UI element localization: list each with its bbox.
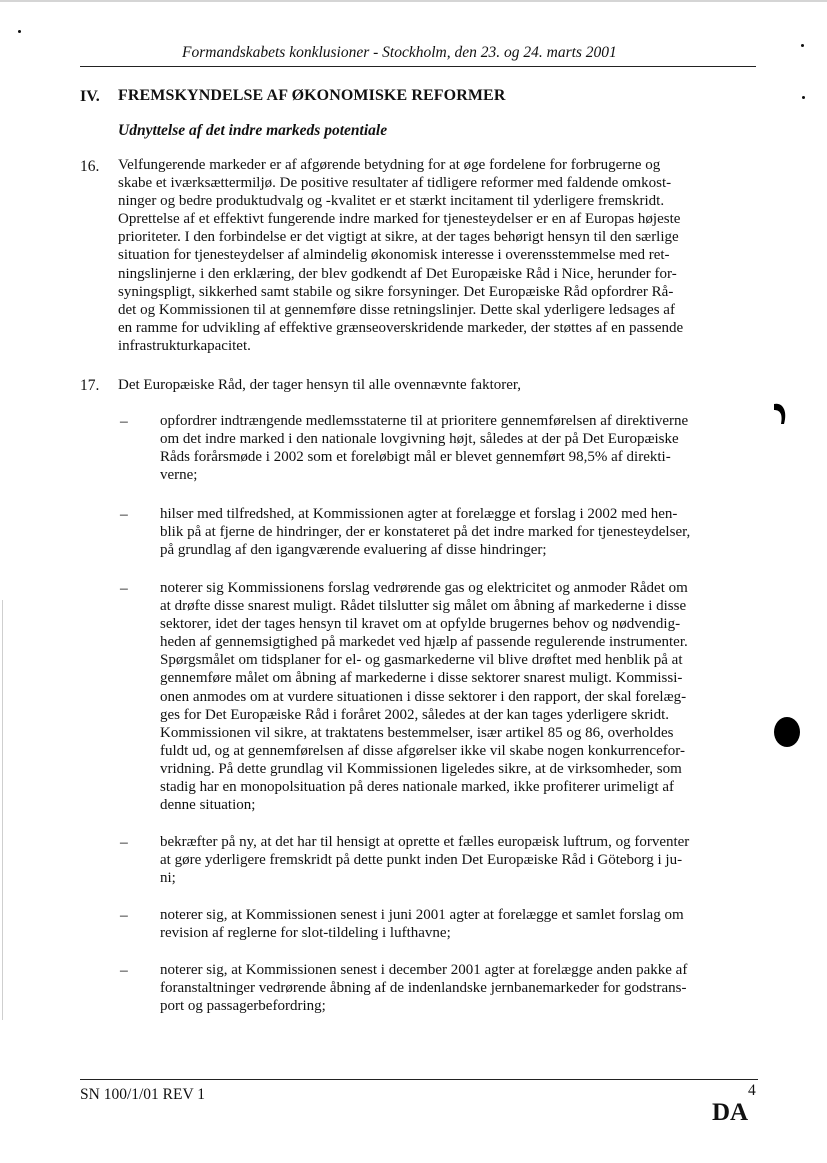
text-line: verne; (160, 467, 198, 484)
text-line: fuldt ud, og at gennemførelsen af disse afgørelser ikke vil skabe nogen konkurrencefor- (160, 742, 685, 759)
text-line: på grundlag af den igangværende evaluering af disse hindringer; (160, 542, 547, 559)
text-line: ninger og bedre produktudvalg og -kvalitet er et stærkt incitament til yderligere fremskridt. (118, 193, 665, 210)
scan-speck (18, 30, 21, 33)
bullet-item (160, 579, 760, 814)
text-line: ningslinjerne i den erklæring, der blev godkendt af Det Europæiske Råd i Nice, herunder for- (118, 265, 677, 282)
text-line: Velfungerende markeder er af afgørende betydning for at øge fordelene for forbrugerne og (118, 157, 661, 173)
text-line: ni; (160, 870, 176, 887)
text-line: ges for Det Europæiske Råd i foråret 2002, således at der kan tages yderligere skridt. (160, 706, 670, 723)
text-line: onen anmodes om at vurdere situationen i disse sektorer i den rapport, der skal forelæg- (160, 688, 687, 705)
text-line: Det Europæiske Råd, der tager hensyn til alle ovennævnte faktorer, (118, 377, 522, 393)
scan-left-edge-line (2, 600, 3, 1020)
page-number: 4 (748, 1082, 756, 1099)
text-line: noterer sig Kommissionens forslag vedrørende gas og elektricitet og anmoder Rådet om (160, 580, 688, 596)
bullet-item (160, 906, 760, 942)
document-reference: SN 100/1/01 REV 1 (80, 1086, 206, 1103)
scan-speck (801, 44, 804, 47)
bullet-dash: – (120, 962, 128, 979)
text-line: stadig har en monopolsituation på deres nationale marked, ikke profiterer urimeligt af (160, 779, 674, 796)
text-line: sektorer, idet der tages hensyn til kravet om at opfylde brugernes behov og nødvendig- (160, 616, 681, 633)
text-line: situation for tjenesteydelser af almindelig økonomisk interesse i overensstemmelse med ret- (118, 247, 670, 264)
bullet-item (160, 412, 760, 484)
text-line: hilser med tilfredshed, at Kommissionen agter at forelægge et forslag i 2002 med hen- (160, 506, 678, 522)
bullet-item (160, 505, 760, 559)
footer-rule (80, 1079, 758, 1080)
text-line: gennemføre målet om åbning af markederne i disse sektorer snarest muligt. Kommissi- (160, 670, 683, 687)
section-title: FREMSKYNDELSE AF ØKONOMISKE REFORMER (118, 87, 506, 104)
text-line: syningspligt, sikkerhed samt stabile og sikre forsyninger. Det Europæiske Råd opfordrer Rå- (118, 283, 674, 300)
paragraph-17-number: 17. (80, 377, 100, 394)
scan-mark (772, 402, 788, 426)
text-line: Råds forårsmøde i 2002 som et foreløbigt mål er blevet gennemført 98,5% af direkti- (160, 449, 671, 466)
text-line: vridning. På dette grundlag vil Kommissionen ligeledes sikre, at de virksomheder, som (160, 760, 682, 777)
text-line: en ramme for udvikling af effektive grænseoverskridende markeder, der støttes af en passende (118, 319, 684, 336)
scan-speck (802, 96, 805, 99)
bullet-dash: – (120, 834, 128, 851)
text-line: at gøre yderligere fremskridt på dette punkt inden Det Europæiske Råd i Göteborg i ju- (160, 852, 683, 869)
section-number: IV. (80, 88, 100, 105)
bullet-dash: – (120, 506, 128, 523)
text-line: foranstaltninger vedrørende åbning af de indenlandske jernbanemarkeder for godstrans- (160, 980, 687, 997)
text-line: denne situation; (160, 797, 256, 814)
bullet-dash: – (120, 907, 128, 924)
header-rule (80, 66, 756, 67)
text-line: bekræfter på ny, at det har til hensigt at oprette et fælles europæisk luftrum, og forventer (160, 834, 690, 850)
subsection-title: Udnyttelse af det indre markeds potentiale (118, 122, 388, 139)
text-line: port og passagerbefordring; (160, 998, 326, 1015)
text-line: blik på at fjerne de hindringer, der er konstateret på det indre marked for tjenesteydelser, (160, 524, 691, 541)
text-line: Kommissionen vil sikre, at traktatens bestemmelser, især artikel 85 og 86, overholdes (160, 724, 674, 741)
paragraph-16-text (118, 156, 758, 355)
language-code: DA (712, 1099, 749, 1126)
paragraph-17-intro (118, 376, 758, 394)
text-line: noterer sig, at Kommissionen senest i december 2001 agter at forelægge anden pakke af (160, 962, 688, 978)
paragraph-16-number: 16. (80, 158, 100, 175)
bullet-dash: – (120, 413, 128, 430)
text-line: noterer sig, at Kommissionen senest i juni 2001 agter at forelægge et samlet forslag om (160, 907, 684, 923)
text-line: prioriteter. I den forbindelse er det vigtigt at sikre, at der tages behørigt hensyn til den særlige (118, 229, 679, 246)
text-line: Spørgsmålet om tidsplaner for el- og gasmarkederne vil blive drøftet med henblik på at (160, 652, 683, 669)
text-line: skabe et iværksættermiljø. De positive resultater af tidligere reformer med faldende omkost- (118, 175, 672, 192)
text-line: det og Kommissionen til at gennemføre disse retningslinjer. Dette skal yderligere ledsages af (118, 301, 675, 318)
text-line: revision af reglerne for slot-tildeling i lufthavne; (160, 925, 451, 942)
bullet-item (160, 961, 760, 1015)
text-line: heden af gennemsigtighed på markedet ved hjælp af passende regulerende instrumenter. (160, 634, 688, 651)
bullet-dash: – (120, 580, 128, 597)
scan-blot (774, 717, 800, 747)
text-line: infrastrukturkapacitet. (118, 337, 251, 354)
scan-top-edge (0, 0, 827, 2)
text-line: opfordrer indtrængende medlemsstaterne til at prioritere gennemførelsen af direktiverne (160, 413, 689, 429)
running-header: Formandskabets konklusioner - Stockholm, den 23. og 24. marts 2001 (182, 44, 617, 61)
text-line: at drøfte disse snarest muligt. Rådet tilslutter sig målet om åbning af markederne i disse (160, 598, 687, 615)
text-line: om det indre marked i den nationale lovgivning højt, således at der på Det Europæiske (160, 431, 679, 448)
text-line: Oprettelse af et effektivt fungerende indre marked for tjenesteydelser er en af Europas højeste (118, 211, 681, 228)
bullet-item (160, 833, 760, 887)
